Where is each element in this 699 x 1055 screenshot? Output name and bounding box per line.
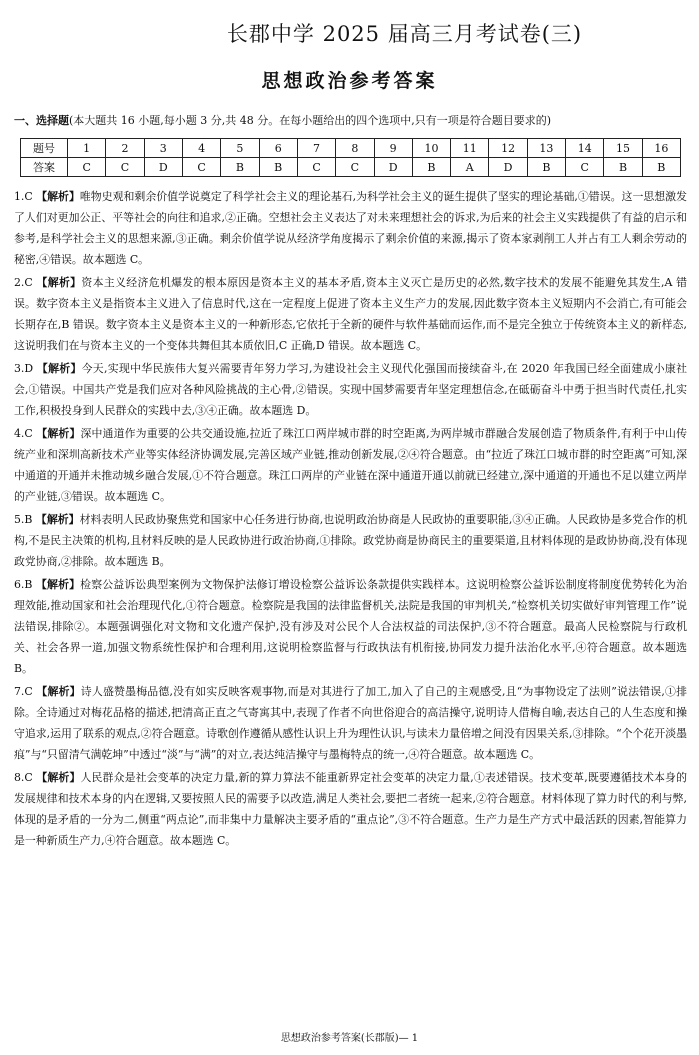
- explanation-item: [14, 767, 687, 851]
- section-description: (本大题共 16 小题,每小题 3 分,共 48 分。在每小题给出的四个选项中,只有一项是符合题目要求的): [69, 114, 552, 127]
- table-cell-answer: B: [221, 158, 259, 177]
- table-cell-answer: C: [297, 158, 335, 177]
- document-title: 长郡中学 2025 届高三月考试卷(三): [226, 22, 583, 46]
- item-tag: 【解析】: [36, 190, 80, 203]
- explanation-item: [14, 186, 687, 270]
- table-cell-answer: C: [566, 158, 604, 177]
- item-text: 检察公益诉讼典型案例为文物保护法修订增设检察公益诉讼条款提供实践样本。这说明检察公益诉讼制度将制度优势转化为治理效能,推动国家和社会治理现代化,①符合题意。检察院是我国的法律监督机关,法院是我国的审判机关,“检察机关切实做好审判管理工作”说法错误,排除②。本题强调强化对文物和文化遗产保护,没有涉及对公民个人合法权益的司法保护,③不符合题意。最高人民检察院与行政机关、社会各界一道,加强文物系统性保护和合理利用,这说明检察监督与行政执法有机衔接,协同发力提升法治化水平,④符合题意。故本题选 B。: [14, 578, 687, 675]
- table-cell-answer: B: [527, 158, 565, 177]
- item-tag: 【解析】: [36, 362, 82, 375]
- item-text: 材料表明人民政协聚焦党和国家中心任务进行协商,也说明政治协商是人民政协的重要职能,③④正确。人民政协是多党合作的机构,不是民主决策的机构,且材料反映的是人民政协进行政治协商,①排除。政党协商是协商民主的重要渠道,且材料体现的是政协协商,没有体现政党协商,②排除。故本题选 B。: [14, 513, 687, 568]
- table-cell-answer: D: [374, 158, 412, 177]
- table-cell-answer: A: [451, 158, 489, 177]
- item-tag: 【解析】: [36, 578, 81, 591]
- answer-table: [20, 138, 681, 177]
- item-tag: 【解析】: [35, 513, 80, 526]
- section-heading: [14, 112, 689, 128]
- table-cell-number: 8: [336, 139, 374, 158]
- table-cell-number: 9: [374, 139, 412, 158]
- row-label-number: 题号: [21, 139, 68, 158]
- item-tag: 【解析】: [36, 276, 82, 289]
- table-cell-number: 13: [527, 139, 565, 158]
- table-cell-number: 12: [489, 139, 527, 158]
- table-cell-number: 10: [412, 139, 450, 158]
- item-number: 8.C: [14, 771, 33, 784]
- page-footer: 思想政治参考答案(长郡版)— 1: [280, 1033, 419, 1044]
- table-cell-answer: C: [336, 158, 374, 177]
- explanation-item: [14, 358, 687, 421]
- section-label: 一、选择题: [14, 114, 69, 127]
- table-cell-number: 16: [642, 139, 680, 158]
- table-cell-number: 7: [297, 139, 335, 158]
- table-cell-number: 14: [566, 139, 604, 158]
- explanation-item: [14, 574, 687, 679]
- explanation-item: [14, 509, 687, 572]
- item-text: 深中通道作为重要的公共交通设施,拉近了珠江口两岸城市群的时空距离,为两岸城市群融合发展创造了物质条件,有利于中山传统产业和深圳高新技术产业等实体经济协调发展,完善区域产业链,推动创新发展,②④符合题意。由“拉近了珠江口城市群的时空距离”可知,深中通道的开通并未推动城乡融合发展,①不符合题意。珠江口两岸的产业链在深中通道开通以前就已经建立,深中通道的开通也不足以建立两岸的产业链,③错误。故本题选 C。: [14, 427, 687, 503]
- item-text: 今天,实现中华民族伟大复兴需要青年努力学习,为建设社会主义现代化强国而接续奋斗,在 2020 年我国已经全面建成小康社会,①错误。中国共产党是我们应对各种风险挑战的主心骨,②错误。实现中国梦需要青年坚定理想信念,在砥砺奋斗中勇于担当时代责任,扎实工作,积极投身到人民群众的实践中去,③④正确。故本题选 D。: [14, 362, 687, 417]
- item-number: 5.B: [14, 513, 33, 526]
- table-cell-number: 11: [451, 139, 489, 158]
- table-cell-answer: C: [182, 158, 220, 177]
- table-cell-number: 4: [182, 139, 220, 158]
- explanation-item: [14, 423, 687, 507]
- item-number: 4.C: [14, 427, 33, 440]
- item-text: 诗人盛赞墨梅品德,没有如实反映客观事物,而是对其进行了加工,加入了自己的主观感受,且“为事物设定了法则”说法错误,①排除。全诗通过对梅花品格的描述,把清高正直之气寄寓其中,表现了作者不向世俗迎合的高洁操守,说明诗人借梅自喻,表达自己的人生态度和操守追求,运用了联系的观点,②符合题意。诗歌创作遵循从感性认识上升为理性认识,与读未力量倍增之间没有因果关系,③排除。“个个花开淡墨痕”与“只留清气满乾坤”中透过“淡”与“满”的对立,表达纯洁操守与墨梅特点的统一,④符合题意。故本题选 C。: [14, 685, 687, 761]
- item-text: 人民群众是社会变革的决定力量,新的算力算法不能重新界定社会变革的决定力量,①表述错误。技术变革,既要遵循技术本身的发展规律和技术本身的内在逻辑,又要按照人民的需要予以改造,满足人类社会,要把二者统一起来,②符合题意。材料体现了算力时代的利与弊,体现的是矛盾的一分为二,侧重“两点论”,而非集中力量解决主要矛盾的“重点论”,③不符合题意。生产力是生产方式中最活跃的因素,智能算力是一种新质生产力,④符合题意。故本题选 C。: [14, 771, 687, 847]
- row-label-answer: 答案: [21, 158, 68, 177]
- item-number: 2.C: [14, 276, 33, 289]
- answer-table-number-row: [21, 139, 681, 158]
- table-cell-number: 2: [106, 139, 144, 158]
- table-cell-number: 5: [221, 139, 259, 158]
- explanation-item: [14, 272, 687, 356]
- item-number: 7.C: [14, 685, 33, 698]
- table-cell-number: 3: [144, 139, 182, 158]
- table-cell-answer: C: [106, 158, 144, 177]
- item-number: 3.D: [14, 362, 34, 375]
- table-cell-number: 6: [259, 139, 297, 158]
- explanation-item: [14, 681, 687, 765]
- table-cell-answer: D: [489, 158, 527, 177]
- item-text: 资本主义经济危机爆发的根本原因是资本主义的基本矛盾,资本主义灭亡是历史的必然,数字技术的发展不能避免其发生,A 错误。数字资本主义是指资本主义进入了信息时代,这在一定程度上促进了资本主义生产力的发展,因此数字资本主义短期内不会消亡,有可能会长期存在,B 错误。数字资本主义是资本主义的一种新形态,它依托于全新的硬件与软件基础而运作,而不是完全独立于传统资本主义的新样态,这说明我们在与资本主义的一个变体共舞但其本质依旧,C 正确,D 错误。故本题选 C。: [14, 276, 687, 352]
- table-cell-answer: B: [259, 158, 297, 177]
- item-tag: 【解析】: [36, 771, 81, 784]
- table-cell-number: 15: [604, 139, 642, 158]
- table-cell-answer: B: [604, 158, 642, 177]
- answer-table-answer-row: [21, 158, 681, 177]
- item-tag: 【解析】: [36, 685, 81, 698]
- table-cell-number: 1: [68, 139, 106, 158]
- explanation-list: [14, 186, 687, 853]
- table-cell-answer: C: [68, 158, 106, 177]
- item-text: 唯物史观和剩余价值学说奠定了科学社会主义的理论基石,为科学社会主义的诞生提供了坚实的理论基础,①错误。这一思想激发了人们对更加公正、平等社会的向往和追求,②正确。空想社会主义表达了对未来理想社会的诉求,为后来的社会主义实践提供了有益的启示和参考,是科学社会主义的思想来源,③正确。剩余价值学说从经济学角度揭示了剩余价值的来源,揭示了资本家剥削工人并占有工人剩余劳动的秘密,④错误。故本题选 C。: [14, 190, 687, 266]
- table-cell-answer: B: [642, 158, 680, 177]
- item-number: 1.C: [14, 190, 33, 203]
- item-number: 6.B: [14, 578, 33, 591]
- table-cell-answer: D: [144, 158, 182, 177]
- document-subtitle: 思想政治参考答案: [261, 70, 438, 92]
- table-cell-answer: B: [412, 158, 450, 177]
- item-tag: 【解析】: [36, 427, 81, 440]
